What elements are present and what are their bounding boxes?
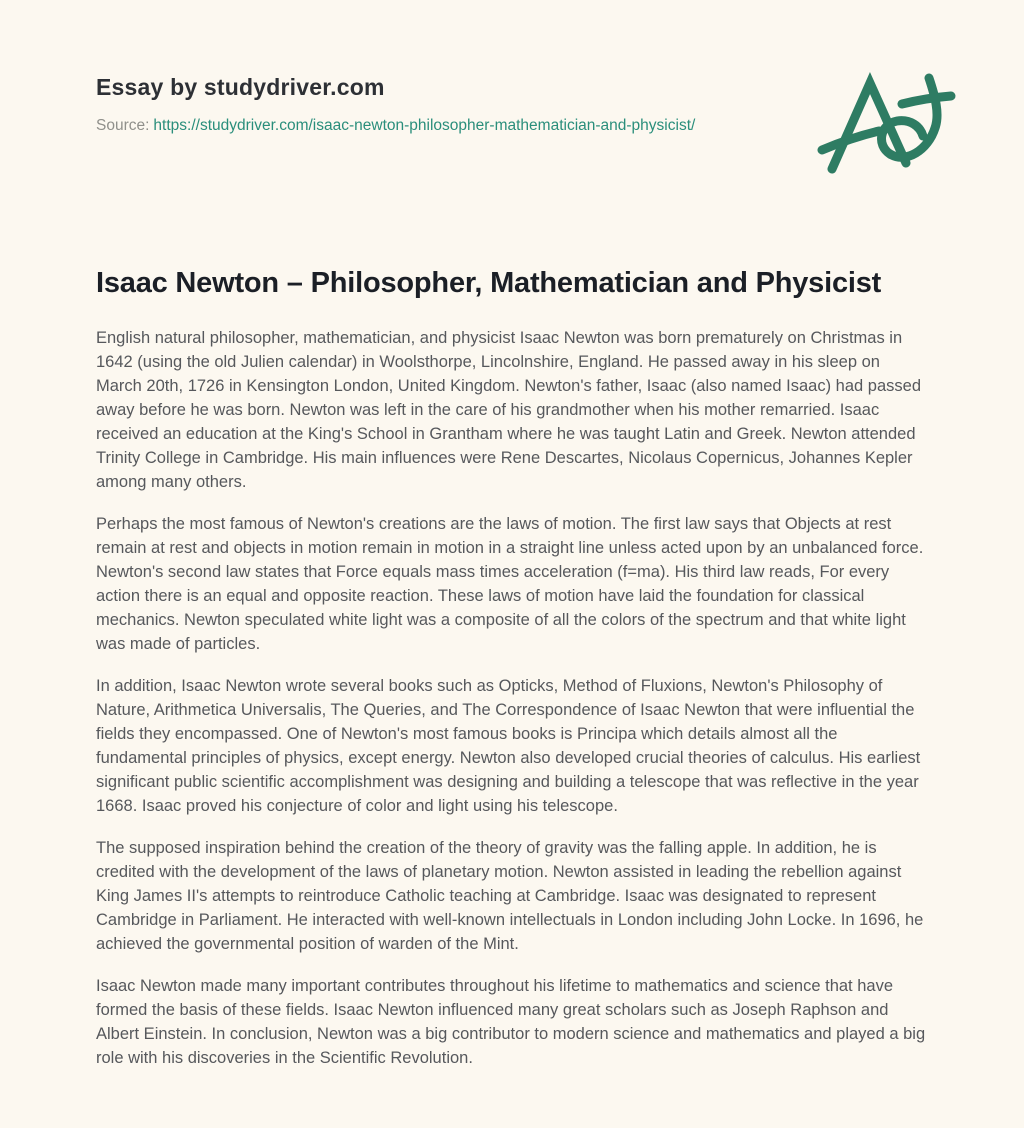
article-paragraph: In addition, Isaac Newton wrote several books such as Opticks, Method of Fluxions, Newton's Philosophy of Nature, Arithmetica Universalis, The Queries, and The Correspondence of Isaac Newton that were influential the fields they encompassed. One of Newton's most famous books is Principa which details almost all the fundamental principles of physics, except energy. Newton also developed crucial theories of calculus. His earliest significant public scientific accomplishment was designing and building a telescope that was reflective in the year 1668. Isaac proved his conjecture of color and light using his telescope.	[96, 677, 921, 815]
essay-by-heading: Essay by studydriver.com	[96, 74, 385, 100]
source-url-link[interactable]: https://studydriver.com/isaac-newton-philosopher-mathematician-and-physicist/	[153, 117, 696, 134]
article-paragraph: The supposed inspiration behind the creation of the theory of gravity was the falling apple. In addition, he is credited with the development of the laws of planetary motion. Newton assisted in leading the rebellion against King James II's attempts to reintroduce Catholic teaching at Cambridge. Isaac was designated to represent Cambridge in Parliament. He interacted with well-known intellectuals in London including John Locke. In 1696, he achieved the governmental position of warden of the Mint.	[96, 839, 924, 953]
page-header	[96, 74, 930, 179]
article	[96, 267, 930, 1070]
article-paragraph: English natural philosopher, mathematician, and physicist Isaac Newton was born prematurely on Christmas in 1642 (using the old Julien calendar) in Woolsthorpe, Lincolnshire, England. He passed away in his sleep on March 20th, 1726 in Kensington London, United Kingdom. Newton's father, Isaac (also named Isaac) had passed away before he was born. Newton was left in the care of his grandmother when his mother remarried. Isaac received an education at the King's School in Grantham where he was taught Latin and Greek. Newton attended Trinity College in Cambridge. His main influences were Rene Descartes, Nicolaus Copernicus, Johannes Kepler among many others.	[96, 329, 921, 491]
article-paragraph: Perhaps the most famous of Newton's creations are the laws of motion. The first law says that Objects at rest remain at rest and objects in motion remain in motion in a straight line unless acted upon by an unbalanced force. Newton's second law states that Force equals mass times acceleration (f=ma). His third law reads, For every action there is an equal and opposite reaction. These laws of motion have laid the foundation for classical mechanics. Newton speculated white light was a composite of all the colors of the spectrum and that white light was made of particles.	[96, 515, 924, 653]
article-paragraph: Isaac Newton made many important contributes throughout his lifetime to mathematics and science that have formed the basis of these fields. Isaac Newton influenced many great scholars such as Joseph Raphson and Albert Einstein. In conclusion, Newton was a big contributor to modern science and mathematics and played a big role with his discoveries in the Scientific Revolution.	[96, 977, 926, 1067]
article-title: Isaac Newton – Philosopher, Mathematician and Physicist	[96, 267, 882, 299]
source-label: Source:	[96, 117, 150, 134]
header-text-block	[96, 74, 695, 135]
source-line	[96, 117, 695, 135]
article-body	[96, 326, 930, 1070]
a-plus-logo-icon	[816, 70, 958, 179]
